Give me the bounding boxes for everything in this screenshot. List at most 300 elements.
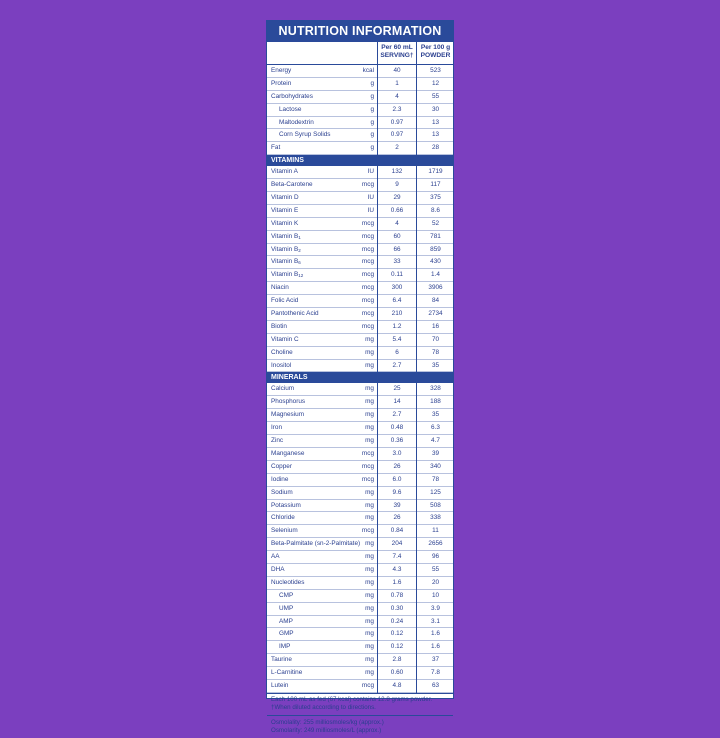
powder-value: 52 bbox=[431, 219, 440, 227]
serving-value: 26 bbox=[393, 462, 401, 470]
powder-value: 37 bbox=[431, 656, 440, 664]
nutrient-unit: kcal bbox=[362, 67, 374, 74]
powder-value: 340 bbox=[430, 462, 441, 470]
powder-value: 16 bbox=[431, 322, 440, 330]
table-row bbox=[267, 525, 453, 538]
table-row bbox=[267, 590, 453, 603]
nutrient-name bbox=[271, 192, 299, 204]
serving-value: 0.66 bbox=[390, 206, 404, 214]
table-row bbox=[267, 104, 453, 117]
nutrient-name-text: Phosphorus bbox=[271, 398, 306, 406]
nutrient-name bbox=[271, 142, 280, 154]
powder-value: 6.3 bbox=[431, 424, 440, 432]
nutrient-unit: mg bbox=[365, 335, 374, 343]
serving-value: 9.6 bbox=[392, 488, 402, 496]
nutrient-unit: mg bbox=[365, 565, 374, 573]
nutrient-unit: IU bbox=[367, 168, 374, 176]
nutrient-name-text: Iodine bbox=[271, 475, 289, 483]
serving-value: 0.36 bbox=[390, 437, 404, 445]
powder-value: 1.6 bbox=[431, 630, 440, 638]
powder-value: 30 bbox=[431, 105, 440, 113]
nutrient-name-text: Vitamin C bbox=[271, 335, 299, 343]
nutrient-unit: mcg bbox=[361, 181, 374, 189]
nutrient-name-text: Vitamin E bbox=[271, 206, 299, 214]
nutrient-name bbox=[279, 590, 293, 602]
nutrient-name-text: Folic Acid bbox=[271, 297, 299, 305]
nutrient-name-text: Energy bbox=[271, 67, 292, 74]
nutrient-name bbox=[271, 282, 289, 294]
nutrient-unit: mcg bbox=[361, 681, 374, 689]
nutrition-table bbox=[267, 65, 453, 693]
powder-value: 28 bbox=[431, 144, 440, 152]
nutrient-name bbox=[271, 91, 313, 103]
nutrient-name bbox=[271, 654, 292, 666]
powder-value: 523 bbox=[430, 67, 441, 74]
nutrient-name-text: Maltodextrin bbox=[279, 118, 314, 126]
table-row bbox=[267, 564, 453, 577]
nutrient-name bbox=[271, 577, 304, 589]
powder-header-line2: POWDER bbox=[420, 52, 451, 59]
nutrient-unit: mg bbox=[365, 348, 374, 356]
nutrient-name bbox=[271, 78, 291, 90]
nutrient-name-text: DHA bbox=[271, 565, 285, 573]
nutrient-name bbox=[271, 538, 360, 550]
table-row bbox=[267, 91, 453, 104]
table-row bbox=[267, 680, 453, 693]
nutrient-unit: mcg bbox=[361, 284, 374, 292]
serving-value: 1 bbox=[395, 79, 399, 87]
powder-value: 55 bbox=[431, 92, 440, 100]
nutrient-unit: mg bbox=[365, 385, 374, 393]
nutrient-unit: mg bbox=[365, 501, 374, 509]
nutrient-unit: mcg bbox=[361, 271, 374, 279]
powder-value: 13 bbox=[431, 131, 440, 139]
serving-value: 33 bbox=[393, 258, 401, 266]
nutrient-name bbox=[271, 334, 299, 346]
nutrient-subscript: 6 bbox=[298, 260, 301, 266]
serving-value: 4.8 bbox=[392, 681, 402, 689]
nutrient-name bbox=[271, 680, 288, 692]
column-divider-2 bbox=[416, 42, 417, 693]
serving-value: 25 bbox=[393, 385, 401, 393]
serving-value: 2.8 bbox=[392, 656, 402, 664]
powder-value: 1719 bbox=[428, 168, 443, 176]
nutrient-name bbox=[271, 448, 304, 460]
nutrient-unit: mg bbox=[365, 361, 374, 369]
nutrient-unit: IU bbox=[367, 194, 374, 202]
nutrient-unit: mg bbox=[365, 617, 374, 625]
nutrient-name-text: Iron bbox=[271, 424, 283, 432]
nutrient-name bbox=[271, 474, 288, 486]
nutrient-name-text: Nucleotides bbox=[271, 578, 305, 586]
table-row bbox=[267, 179, 453, 192]
nutrient-name-text: Niacin bbox=[271, 284, 289, 292]
nutrient-name bbox=[271, 269, 303, 281]
powder-value: 508 bbox=[430, 501, 441, 509]
serving-value: 40 bbox=[393, 67, 401, 74]
nutrient-unit: mg bbox=[365, 437, 374, 445]
powder-value: 63 bbox=[431, 681, 440, 689]
powder-value: 125 bbox=[430, 488, 441, 496]
powder-value: 55 bbox=[431, 565, 440, 573]
nutrient-name-text: AA bbox=[271, 553, 280, 561]
nutrient-name-text: AMP bbox=[279, 617, 293, 625]
serving-value: 2.7 bbox=[392, 411, 402, 419]
nutrient-unit: mcg bbox=[361, 322, 374, 330]
nutrient-name-text: Beta-Carotene bbox=[271, 181, 313, 189]
nutrient-name-text: Sodium bbox=[271, 488, 293, 496]
nutrient-name bbox=[271, 409, 304, 421]
table-row bbox=[267, 308, 453, 321]
serving-value: 6 bbox=[395, 348, 399, 356]
nutrient-name bbox=[271, 512, 295, 524]
powder-value: 1.6 bbox=[431, 643, 440, 651]
table-row bbox=[267, 360, 453, 373]
serving-header-line1: Per 60 mL bbox=[381, 44, 413, 51]
serving-value: 7.4 bbox=[392, 553, 402, 561]
nutrient-name bbox=[279, 616, 293, 628]
nutrient-name-text: Zinc bbox=[271, 437, 284, 445]
serving-value: 0.12 bbox=[390, 630, 404, 638]
nutrient-name-text: Chloride bbox=[271, 514, 295, 522]
powder-value: 78 bbox=[431, 348, 440, 356]
nutrient-unit: mcg bbox=[361, 219, 374, 227]
table-row bbox=[267, 256, 453, 269]
nutrient-name bbox=[271, 500, 301, 512]
serving-footnote bbox=[267, 693, 453, 715]
serving-value: 1.6 bbox=[392, 578, 402, 586]
serving-value: 0.60 bbox=[390, 669, 404, 677]
nutrient-unit: g bbox=[370, 105, 374, 113]
table-row bbox=[267, 244, 453, 257]
nutrient-name bbox=[271, 179, 313, 191]
powder-value: 10 bbox=[431, 591, 440, 599]
nutrient-name bbox=[271, 205, 298, 217]
nutrient-name-text: Vitamin D bbox=[271, 194, 299, 202]
serving-value: 3.0 bbox=[392, 449, 402, 457]
serving-value: 300 bbox=[391, 284, 403, 292]
powder-value: 96 bbox=[431, 553, 440, 561]
nutrient-unit: IU bbox=[367, 206, 374, 214]
powder-value: 1.4 bbox=[431, 271, 440, 279]
table-row bbox=[267, 422, 453, 435]
serving-value: 0.30 bbox=[390, 604, 404, 612]
nutrient-name-text: Carbohydrates bbox=[271, 92, 313, 100]
powder-value: 39 bbox=[431, 449, 440, 457]
osmolality-note bbox=[267, 715, 453, 738]
panel-title: NUTRITION INFORMATION bbox=[267, 21, 453, 42]
serving-value: 0.24 bbox=[390, 617, 404, 625]
section-heading: MINERALS bbox=[267, 372, 453, 383]
powder-value: 375 bbox=[430, 194, 441, 202]
nutrient-name-text: Vitamin K bbox=[271, 219, 299, 227]
table-row bbox=[267, 551, 453, 564]
nutrient-name-text: Calcium bbox=[271, 385, 295, 393]
nutrient-name-text: GMP bbox=[279, 630, 294, 638]
powder-header-line1: Per 100 g bbox=[420, 44, 451, 51]
serving-value: 4 bbox=[395, 219, 399, 227]
serving-value: 4 bbox=[395, 92, 399, 100]
serving-value: 132 bbox=[391, 168, 403, 176]
nutrient-name bbox=[271, 308, 319, 320]
table-row bbox=[267, 295, 453, 308]
nutrient-name bbox=[271, 422, 282, 434]
nutrient-name bbox=[279, 628, 294, 640]
serving-value: 5.4 bbox=[392, 335, 402, 343]
powder-value: 8.6 bbox=[431, 206, 440, 214]
powder-value: 13 bbox=[431, 118, 440, 126]
nutrient-name bbox=[279, 104, 301, 116]
table-row bbox=[267, 383, 453, 396]
nutrient-unit: g bbox=[370, 118, 374, 126]
powder-value: 35 bbox=[431, 361, 440, 369]
nutrient-unit: mcg bbox=[361, 232, 374, 240]
powder-column-header bbox=[417, 44, 454, 60]
nutrient-name bbox=[271, 256, 301, 268]
nutrient-name bbox=[271, 551, 280, 563]
powder-value: 2734 bbox=[428, 310, 443, 318]
nutrient-name-text: Pantothenic Acid bbox=[271, 310, 319, 318]
powder-value: 4.7 bbox=[431, 437, 440, 445]
serving-value: 204 bbox=[391, 540, 403, 548]
powder-value: 84 bbox=[431, 297, 440, 305]
serving-value: 4.3 bbox=[392, 565, 402, 573]
nutrient-unit: g bbox=[370, 92, 374, 100]
serving-value: 210 bbox=[391, 310, 403, 318]
table-row bbox=[267, 577, 453, 590]
powder-value: 117 bbox=[430, 181, 441, 189]
serving-value: 0.97 bbox=[390, 131, 404, 139]
serving-value: 60 bbox=[393, 232, 401, 240]
table-row bbox=[267, 628, 453, 641]
powder-value: 2656 bbox=[428, 540, 443, 548]
table-row bbox=[267, 538, 453, 551]
osmolality-line2: Osmolarity: 249 milliosmoles/L (approx.) bbox=[271, 726, 382, 734]
powder-value: 7.8 bbox=[431, 669, 440, 677]
serving-value: 26 bbox=[393, 514, 401, 522]
nutrient-name bbox=[279, 641, 290, 653]
nutrient-name-text: Copper bbox=[271, 462, 292, 470]
table-row bbox=[267, 129, 453, 142]
serving-value: 2.7 bbox=[392, 361, 402, 369]
nutrient-unit: mg bbox=[365, 514, 374, 522]
nutrient-name-text: UMP bbox=[279, 604, 294, 612]
nutrient-unit: mcg bbox=[361, 527, 374, 535]
column-divider-1 bbox=[377, 42, 378, 693]
nutrient-name-text: IMP bbox=[279, 643, 291, 651]
nutrient-name bbox=[271, 564, 285, 576]
nutrient-name bbox=[279, 117, 314, 129]
table-row bbox=[267, 435, 453, 448]
serving-header-line2: SERVING† bbox=[380, 52, 414, 59]
nutrient-name-text: Vitamin A bbox=[271, 168, 298, 176]
nutrient-name bbox=[271, 321, 287, 333]
table-row bbox=[267, 396, 453, 409]
nutrient-name-text: Lactose bbox=[279, 105, 302, 113]
osmolality-line1: Osmolality: 255 milliosmoles/kg (approx.) bbox=[271, 718, 384, 726]
serving-value: 39 bbox=[393, 501, 401, 509]
powder-value: 338 bbox=[430, 514, 441, 522]
nutrient-unit: g bbox=[370, 131, 374, 139]
nutrient-name bbox=[271, 525, 298, 537]
nutrient-name bbox=[271, 295, 298, 307]
nutrient-name bbox=[271, 166, 298, 178]
powder-value: 78 bbox=[431, 475, 440, 483]
table-row bbox=[267, 461, 453, 474]
nutrient-name-text: Corn Syrup Solids bbox=[279, 131, 331, 139]
powder-value: 20 bbox=[431, 578, 440, 586]
table-row bbox=[267, 269, 453, 282]
nutrient-name-text: Vitamin B bbox=[271, 232, 299, 240]
table-row bbox=[267, 334, 453, 347]
table-row bbox=[267, 616, 453, 629]
nutrition-panel bbox=[266, 20, 454, 734]
table-row bbox=[267, 205, 453, 218]
serving-value: 66 bbox=[393, 245, 401, 253]
nutrient-name bbox=[271, 383, 294, 395]
footnote-line2: †When diluted according to directions. bbox=[271, 703, 376, 711]
nutrient-unit: mg bbox=[365, 643, 374, 651]
powder-value: 328 bbox=[430, 385, 441, 393]
table-row bbox=[267, 448, 453, 461]
nutrient-unit: mg bbox=[365, 424, 374, 432]
footnote-line1: Each 100 mL as fed (67 kcal) contains 12.8 grams powder. bbox=[271, 695, 433, 703]
table-row bbox=[267, 65, 453, 78]
powder-value: 3.1 bbox=[431, 617, 440, 625]
nutrient-unit: mcg bbox=[361, 462, 374, 470]
powder-value: 12 bbox=[431, 79, 440, 87]
nutrient-name bbox=[271, 231, 301, 243]
column-headers bbox=[267, 42, 453, 65]
serving-value: 14 bbox=[393, 398, 401, 406]
serving-column-header bbox=[378, 44, 416, 60]
nutrient-name bbox=[279, 129, 331, 141]
serving-value: 0.97 bbox=[390, 118, 404, 126]
nutrient-name-text: Beta-Palmitate (sn-2-Palmitate) bbox=[271, 540, 361, 548]
nutrient-unit: mcg bbox=[361, 449, 374, 457]
table-row bbox=[267, 166, 453, 179]
serving-value: 0.48 bbox=[390, 424, 404, 432]
powder-value: 781 bbox=[430, 232, 441, 240]
table-row bbox=[267, 231, 453, 244]
serving-value: 1.2 bbox=[392, 322, 402, 330]
serving-value: 2 bbox=[395, 144, 399, 152]
nutrient-unit: mg bbox=[365, 604, 374, 612]
serving-value: 2.3 bbox=[392, 105, 402, 113]
powder-value: 859 bbox=[430, 245, 441, 253]
serving-value: 6.0 bbox=[392, 475, 402, 483]
nutrient-unit: g bbox=[370, 144, 374, 152]
nutrient-name-text: Lutein bbox=[271, 681, 289, 689]
nutrient-unit: mcg bbox=[361, 310, 374, 318]
nutrient-name-text: Protein bbox=[271, 79, 292, 87]
nutrient-name-text: Choline bbox=[271, 348, 293, 356]
nutrient-name-text: Vitamin B bbox=[271, 271, 299, 279]
powder-value: 430 bbox=[430, 258, 441, 266]
table-row bbox=[267, 603, 453, 616]
powder-value: 11 bbox=[432, 527, 439, 535]
nutrient-unit: mg bbox=[365, 656, 374, 664]
powder-value: 70 bbox=[431, 335, 440, 343]
table-row bbox=[267, 654, 453, 667]
nutrient-name-text: Taurine bbox=[271, 656, 292, 664]
nutrient-name bbox=[271, 461, 292, 473]
nutrient-name-text: Potassium bbox=[271, 501, 301, 509]
nutrient-unit: mg bbox=[365, 411, 374, 419]
nutrient-name bbox=[271, 435, 283, 447]
nutrient-name-text: Vitamin B bbox=[271, 245, 299, 253]
nutrient-name-text: Vitamin B bbox=[271, 258, 299, 266]
nutrient-name-text: L-Carnitine bbox=[271, 669, 303, 677]
nutrient-name-text: Biotin bbox=[271, 322, 287, 330]
serving-value: 0.11 bbox=[391, 271, 403, 279]
nutrient-name bbox=[271, 244, 301, 256]
nutrient-name bbox=[271, 360, 291, 372]
powder-value: 3.9 bbox=[431, 604, 440, 612]
serving-value: 29 bbox=[393, 194, 401, 202]
nutrient-name bbox=[271, 218, 298, 230]
table-row bbox=[267, 78, 453, 91]
powder-value: 3906 bbox=[428, 284, 443, 292]
nutrient-unit: mg bbox=[365, 578, 374, 586]
nutrient-name-text: Inositol bbox=[271, 361, 292, 369]
nutrient-subscript: 1 bbox=[298, 234, 301, 240]
table-row bbox=[267, 347, 453, 360]
nutrient-name bbox=[271, 347, 293, 359]
table-row bbox=[267, 487, 453, 500]
table-row bbox=[267, 282, 453, 295]
nutrient-name-text: Magnesium bbox=[271, 411, 305, 419]
serving-value: 9 bbox=[395, 181, 399, 189]
nutrient-unit: mg bbox=[365, 540, 374, 548]
table-row bbox=[267, 142, 453, 155]
nutrient-unit: mcg bbox=[361, 245, 374, 253]
nutrient-unit: mcg bbox=[361, 475, 374, 483]
table-row bbox=[267, 667, 453, 680]
powder-value: 35 bbox=[431, 411, 440, 419]
serving-value: 6.4 bbox=[392, 297, 402, 305]
nutrient-name bbox=[271, 667, 302, 679]
nutrient-name-text: Manganese bbox=[271, 449, 305, 457]
serving-value: 0.78 bbox=[390, 591, 404, 599]
nutrient-unit: mg bbox=[365, 630, 374, 638]
table-row bbox=[267, 409, 453, 422]
nutrient-subscript: 2 bbox=[298, 247, 301, 253]
nutrient-unit: mg bbox=[365, 553, 374, 561]
table-row bbox=[267, 474, 453, 487]
nutrient-name-text: CMP bbox=[279, 591, 294, 599]
table-row bbox=[267, 117, 453, 130]
table-row bbox=[267, 218, 453, 231]
table-row bbox=[267, 641, 453, 654]
nutrient-unit: mcg bbox=[361, 297, 374, 305]
table-row bbox=[267, 500, 453, 513]
nutrient-unit: mg bbox=[365, 398, 374, 406]
nutrient-name bbox=[271, 396, 305, 408]
section-heading: VITAMINS bbox=[267, 155, 453, 166]
table-row bbox=[267, 512, 453, 525]
table-row bbox=[267, 192, 453, 205]
nutrient-name bbox=[279, 603, 293, 615]
nutrient-name bbox=[271, 65, 291, 77]
nutrient-unit: mg bbox=[365, 488, 374, 496]
nutrient-name bbox=[271, 487, 293, 499]
nutrient-unit: g bbox=[370, 79, 374, 87]
powder-value: 188 bbox=[430, 398, 441, 406]
nutrient-subscript: 12 bbox=[298, 273, 304, 279]
table-row bbox=[267, 321, 453, 334]
nutrient-unit: mg bbox=[365, 591, 374, 599]
